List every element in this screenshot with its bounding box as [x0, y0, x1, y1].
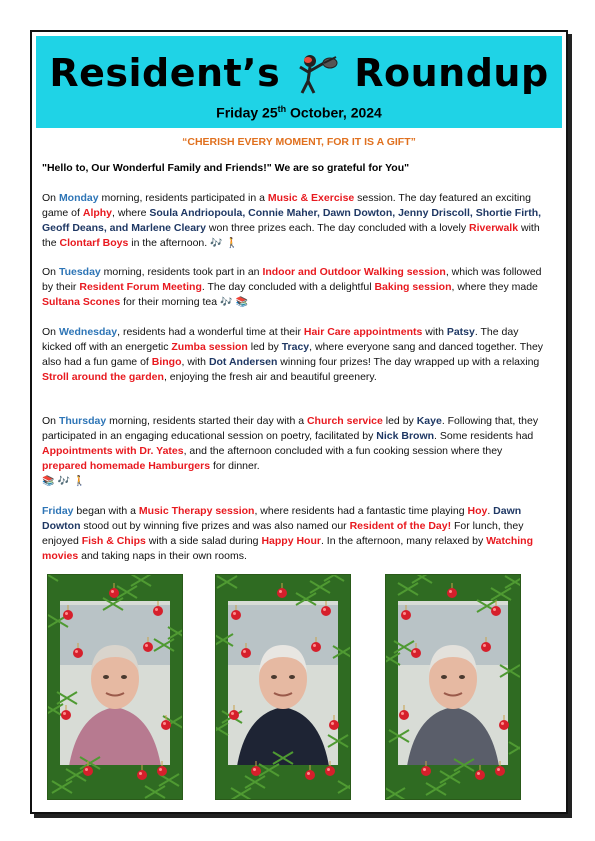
music-books-emoji: 🎶 📚 [220, 297, 249, 308]
title-right: Roundup [354, 51, 549, 95]
header-banner [36, 36, 562, 128]
books-music-walk-emoji: 📚 🎶 🚶 [42, 476, 86, 487]
title-left: Resident’s [49, 51, 281, 95]
wednesday-paragraph: On Wednesday, residents had a wonderful time at their Hair Care appointments with Patsy. The day kicked off with an energetic Zumba session led by Tracy, where everyone sang and danced together. They also had a fun game of Bingo, with Dot Andersen winning four prizes! The day wrapped up with a relaxing Stroll around the garden, enjoying the fresh air and beautiful greenery. [42, 326, 544, 383]
friday-paragraph: Friday began with a Music Therapy session, where residents had a fantastic time playing Hoy. Dawn Dowton stood out by winning five prizes and was also named our Resident of the Day! For lunch, they enjoyed Fish & Chips with a side salad during Happy Hour. In the afternoon, many relaxed by Watching movies and taking naps in their own rooms. [42, 505, 534, 562]
resident-photo-2 [215, 574, 351, 800]
monday-paragraph: On Monday morning, residents participated in a Music & Exercise session. The day featured an exciting game of Alphy, where Soula Andriopoula, Connie Maher, Dawn Dowton, Jenny Driscoll, Shortie Firth, Geoff Deans, and Marlene Cleary won three prizes each. The day concluded with a lovely Riverwalk with the Clontarf Boys in the afternoon. 🎶 🚶 [42, 192, 542, 249]
music-walk-emoji: 🎶 🚶 [210, 238, 239, 249]
issue-date: Friday 25th October, 2024 [216, 104, 382, 121]
newsletter-page [30, 30, 568, 814]
greeting: "Hello to, Our Wonderful Family and Friends!" We are so grateful for You" [42, 162, 410, 174]
tuesday-paragraph: On Tuesday morning, residents took part in an Indoor and Outdoor Walking session, which was followed by their Resident Forum Meeting. The day concluded with a delightful Baking session, where they made Sultana Scones for their morning tea 🎶 📚 [42, 266, 542, 308]
resident-photo-3 [385, 574, 521, 800]
thursday-paragraph: On Thursday morning, residents started their day with a Church service led by Kaye. Following that, they participated in an engaging educational session on poetry, facilitated by Nick Brown. Some residents had Appointments with Dr. Yates, and the afternoon concluded with a fun cooking session where they prepared homemade Hamburgers for dinner. 📚 🎶 🚶 [42, 415, 539, 487]
motto: “CHERISH EVERY MOMENT, FOR IT IS A GIFT” [182, 136, 416, 148]
dancing-musician-icon [294, 49, 340, 97]
resident-photo-1 [47, 574, 183, 800]
